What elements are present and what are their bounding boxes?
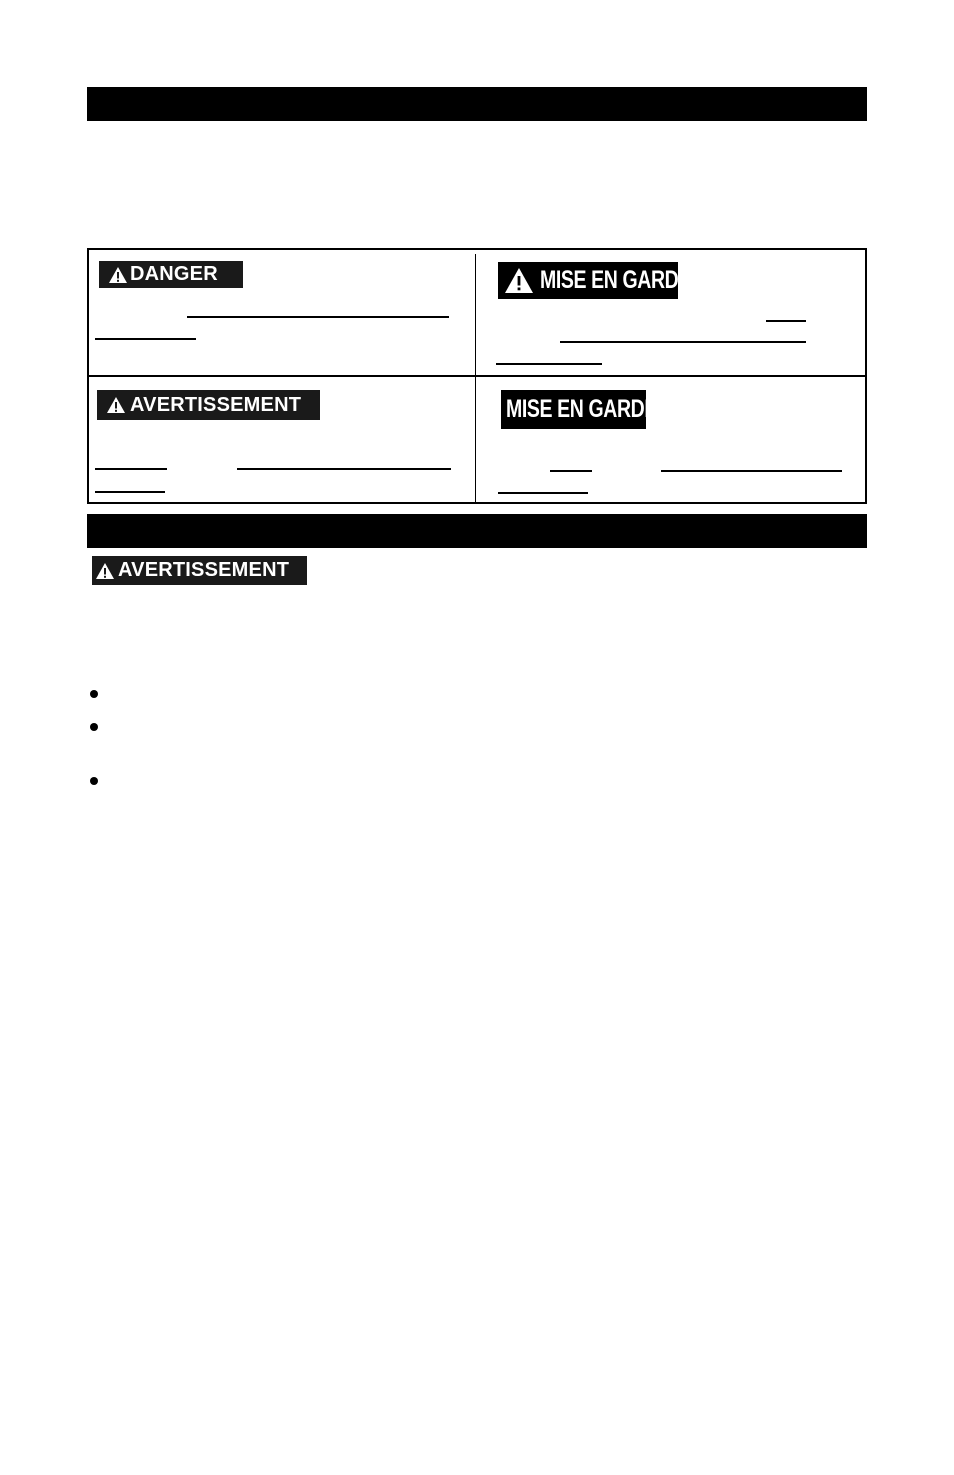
warning-triangle-icon [504, 267, 534, 294]
section-header-bar-safety [87, 514, 867, 548]
warning-label [97, 390, 320, 420]
warning-triangle-icon [95, 562, 115, 580]
caution-plain-text-underline-3 [498, 492, 588, 494]
warning-triangle-icon [106, 396, 126, 414]
danger-label-text: DANGER [130, 263, 218, 285]
caution-plain-text-underline-2 [661, 470, 842, 472]
hazard-table-row-divider [89, 375, 865, 377]
list-item-bullet-1 [90, 690, 98, 698]
warning-text-underline-1 [95, 468, 167, 470]
danger-label [99, 261, 243, 288]
caution-icon-text-underline-2 [560, 341, 806, 343]
warning-label-text: AVERTISSEMENT [130, 393, 302, 416]
hazard-table-column-divider [475, 254, 476, 502]
caution-plain-label-text: MISE EN GARDE [506, 395, 657, 423]
section-header-bar-top [87, 87, 867, 121]
warning-text-underline-3 [95, 491, 165, 493]
list-item-bullet-3 [90, 777, 98, 785]
section-warning-label [92, 556, 307, 585]
warning-text-underline-2 [237, 468, 451, 470]
caution-icon-text-underline-1 [766, 320, 806, 322]
caution-icon-text-underline-3 [496, 363, 602, 365]
caution-plain-text-underline-1 [550, 470, 592, 472]
list-item-bullet-2 [90, 723, 98, 731]
caution-icon-label [498, 262, 691, 299]
section-warning-label-text: AVERTISSEMENT [118, 559, 290, 581]
caution-plain-label [501, 390, 657, 429]
danger-text-underline-2 [95, 338, 196, 340]
danger-text-underline-1 [187, 316, 449, 318]
caution-icon-label-text: MISE EN GARDE [540, 266, 691, 294]
warning-triangle-icon [108, 266, 128, 284]
